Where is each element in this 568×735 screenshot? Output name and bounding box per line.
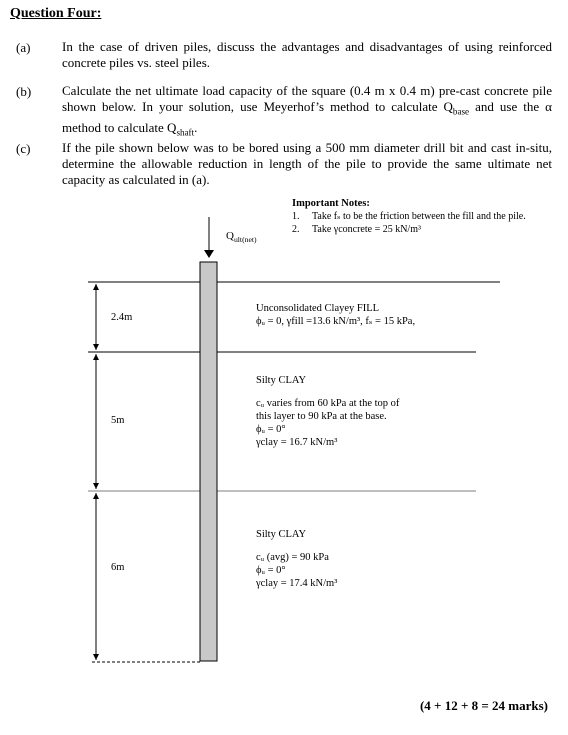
layer-2-description — [256, 374, 399, 449]
load-label: $Q_{ult(net)}$ — [226, 230, 257, 245]
layer-3-prop-3: γclay = 17.4 kN/m³ — [256, 578, 338, 589]
dim-arrow-bottom-1 — [93, 344, 99, 350]
layer-1-description — [256, 302, 415, 328]
note-item-2: 2. Take γconcrete = 25 kN/m³ — [292, 224, 421, 235]
layer-2-prop-2: this layer to 90 kPa at the base. — [256, 411, 387, 422]
part-b-text: Calculate the net ultimate load capacity of the square (0.4 m x 0.4 m) pre-cast concrete pile shown below. In your solution, use Meyerhof’s method to calculate $Q_{base}$ and use the α method to calculate $Q_{shaft}$. — [62, 83, 552, 138]
layer-2-prop-1: cᵤ varies from 60 kPa at the top of — [256, 398, 400, 409]
layer-2-name: Silty CLAY — [256, 375, 307, 386]
layer-3-prop-2: ϕᵤ = 0° — [256, 565, 286, 576]
layer-2-prop-3: ϕᵤ = 0° — [256, 424, 286, 435]
layer-3-thickness: 6m — [111, 562, 125, 573]
layer-2-thickness: 5m — [111, 415, 125, 426]
part-b-label: (b) — [16, 84, 32, 99]
layer-1-prop-1: ϕᵤ = 0, γfill =13.6 kN/m³, fₛ = 15 kPa, — [256, 316, 416, 327]
part-c-text: If the pile shown below was to be bored using a 500 mm diameter drill bit and cast in-situ, determine the allowable reduction in length of the pile to provide the same ultimate net capacity as calculated in (a). — [62, 140, 552, 187]
part-a-text: In the case of driven piles, discuss the advantages and disadvantages of using reinforced concrete piles vs. steel piles. — [62, 39, 552, 70]
note-item-1: 1. Take fₛ to be the friction between the fill and the pile. — [292, 211, 526, 222]
dim-arrow-top-2 — [93, 354, 99, 360]
dim-arrow-bottom-3 — [93, 654, 99, 660]
load-arrow-head — [204, 250, 214, 258]
part-c-label: (c) — [16, 141, 31, 156]
dim-arrow-top-3 — [93, 493, 99, 499]
layer-3-name: Silty CLAY — [256, 529, 307, 540]
layer-3-prop-1: cᵤ (avg) = 90 kPa — [256, 552, 329, 563]
layer-1-name: Unconsolidated Clayey FILL — [256, 303, 380, 314]
notes-heading: Important Notes: — [292, 198, 370, 209]
layer-1-thickness: 2.4m — [111, 312, 133, 323]
pile — [200, 262, 217, 661]
part-a-label: (a) — [16, 40, 31, 55]
dim-arrow-top-1 — [93, 284, 99, 290]
layer-2-prop-4: γclay = 16.7 kN/m³ — [256, 437, 338, 448]
marks-total: (4 + 12 + 8 = 24 marks) — [419, 698, 548, 713]
question-title: Question Four: — [10, 6, 102, 21]
layer-3-description — [256, 528, 337, 590]
dim-arrow-bottom-2 — [93, 483, 99, 489]
